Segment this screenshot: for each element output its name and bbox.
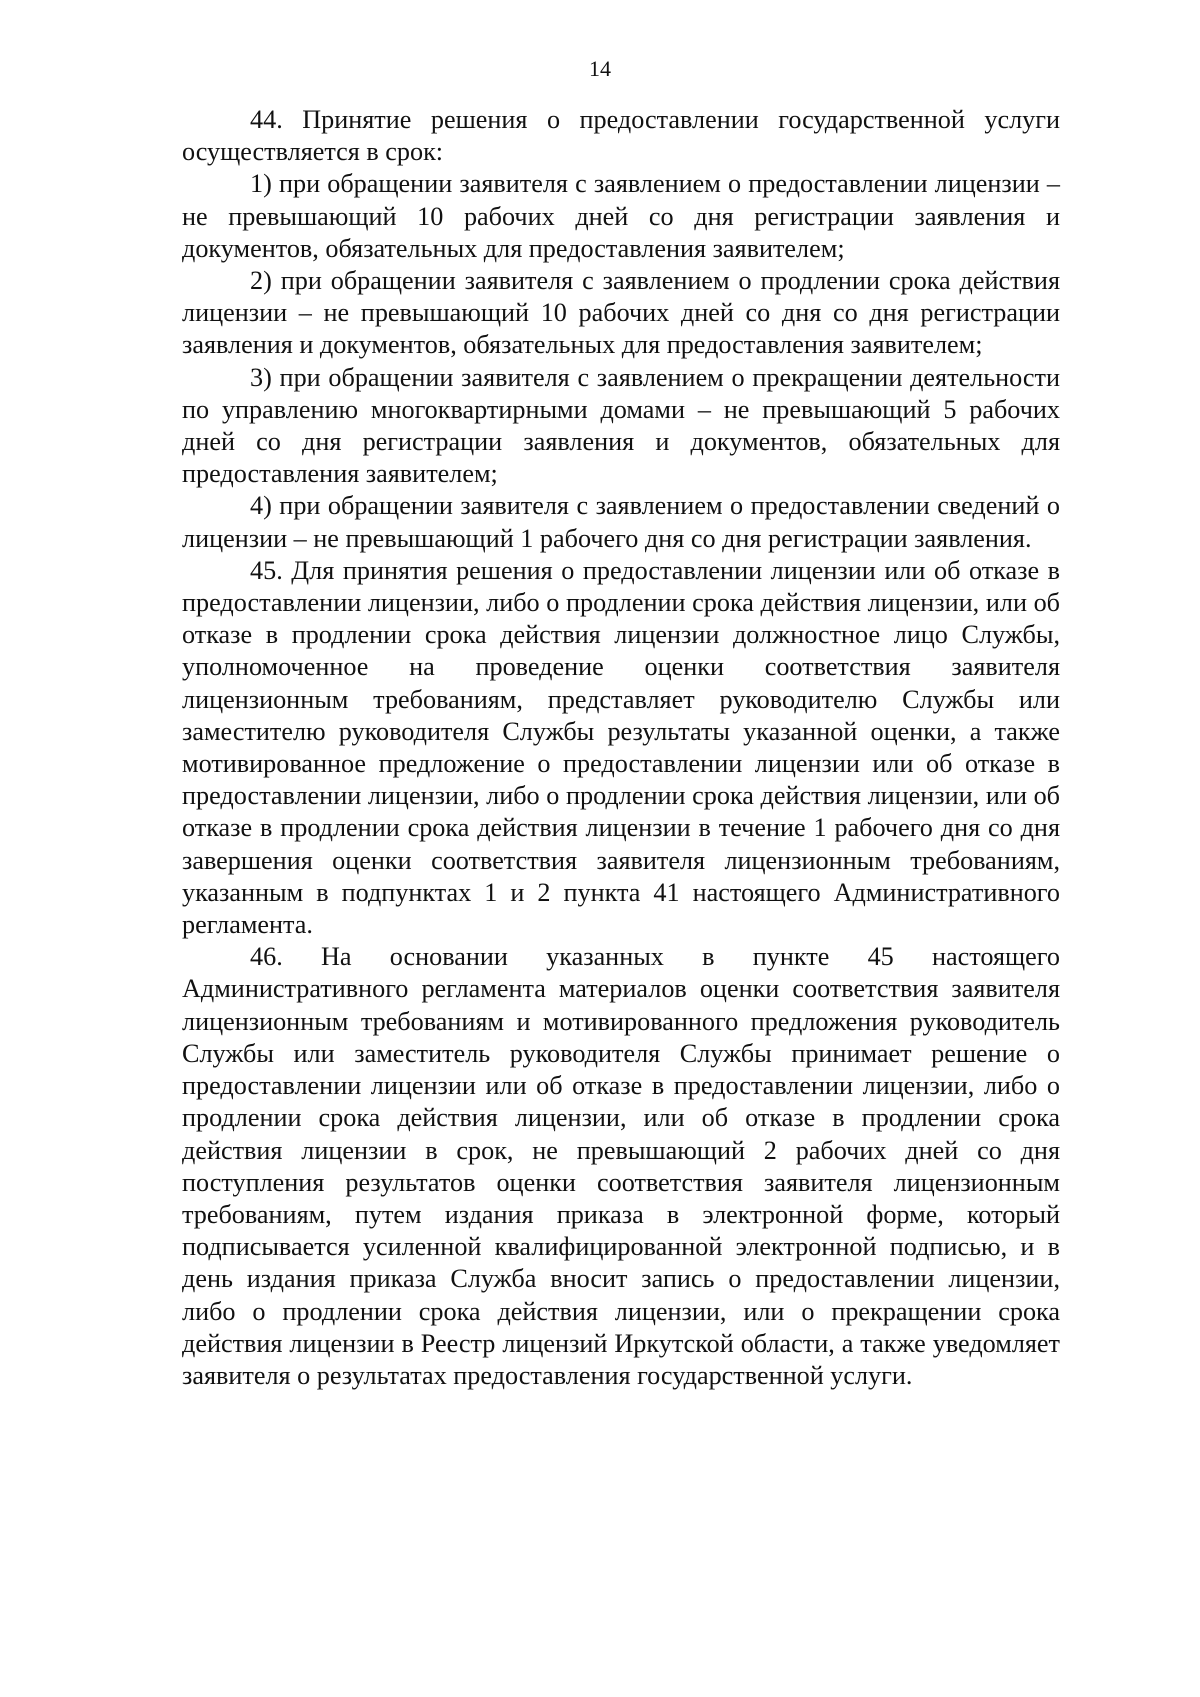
paragraph-44: 44. Принятие решения о предоставлении государственной услуги осуществляется в срок: xyxy=(182,105,1060,167)
paragraph-44-item-3: 3) при обращении заявителя с заявлением о прекращении деятельности по управлению многоквартирными домами – не превышающий 5 рабочих дней со дня регистрации заявления и документов, обязательных для предоставления заявителем; xyxy=(182,362,1060,489)
page-number: 14 xyxy=(589,56,611,81)
document-body xyxy=(182,104,1060,1392)
paragraph-45: 45. Для принятия решения о предоставлении лицензии или об отказе в предоставлении лицензии, либо о продлении срока действия лицензии, или об отказе в продлении срока действия лицензии должностное лицо Службы, уполномоченное на проведение оценки соответствия заявителя лицензионным требованиям, представляет руководителю Службы или заместителю руководителя Службы результаты указанной оценки, а также мотивированное предложение о предоставлении лицензии или об отказе в предоставлении лицензии, либо о продлении срока действия лицензии, или об отказе в продлении срока действия лицензии в течение 1 рабочего дня со дня завершения оценки соответствия заявителя лицензионным требованиям, указанным в подпунктах 1 и 2 пункта 41 настоящего Административного регламента. xyxy=(182,555,1060,940)
paragraph-44-item-4: 4) при обращении заявителя с заявлением о предоставлении сведений о лицензии – не превышающий 1 рабочего дня со дня регистрации заявления. xyxy=(182,491,1060,553)
paragraph-44-item-1: 1) при обращении заявителя с заявлением о предоставлении лицензии – не превышающий 10 рабочих дней со дня регистрации заявления и документов, обязательных для предоставления заявителем; xyxy=(182,169,1060,263)
paragraph-44-item-2: 2) при обращении заявителя с заявлением о продлении срока действия лицензии – не превышающий 10 рабочих дней со дня со дня регистрации заявления и документов, обязательных для предоставления заявителем; xyxy=(182,266,1060,360)
paragraph-46: 46. На основании указанных в пункте 45 настоящего Административного регламента материалов оценки соответствия заявителя лицензионным требованиям и мотивированного предложения руководитель Службы или заместитель руководителя Службы принимает решение о предоставлении лицензии или об отказе в предоставлении лицензии, либо о продлении срока действия лицензии, или об отказе в продлении срока действия лицензии в срок, не превышающий 2 рабочих дней со дня поступления результатов оценки соответствия заявителя лицензионным требованиям, путем издания приказа в электронной форме, который подписывается усиленной квалифицированной электронной подписью, и в день издания приказа Служба вносит запись о предоставлении лицензии, либо о продлении срока действия лицензии, или о прекращении срока действия лицензии в Реестр лицензий Иркутской области, а также уведомляет заявителя о результатах предоставления государственной услуги. xyxy=(182,942,1060,1390)
